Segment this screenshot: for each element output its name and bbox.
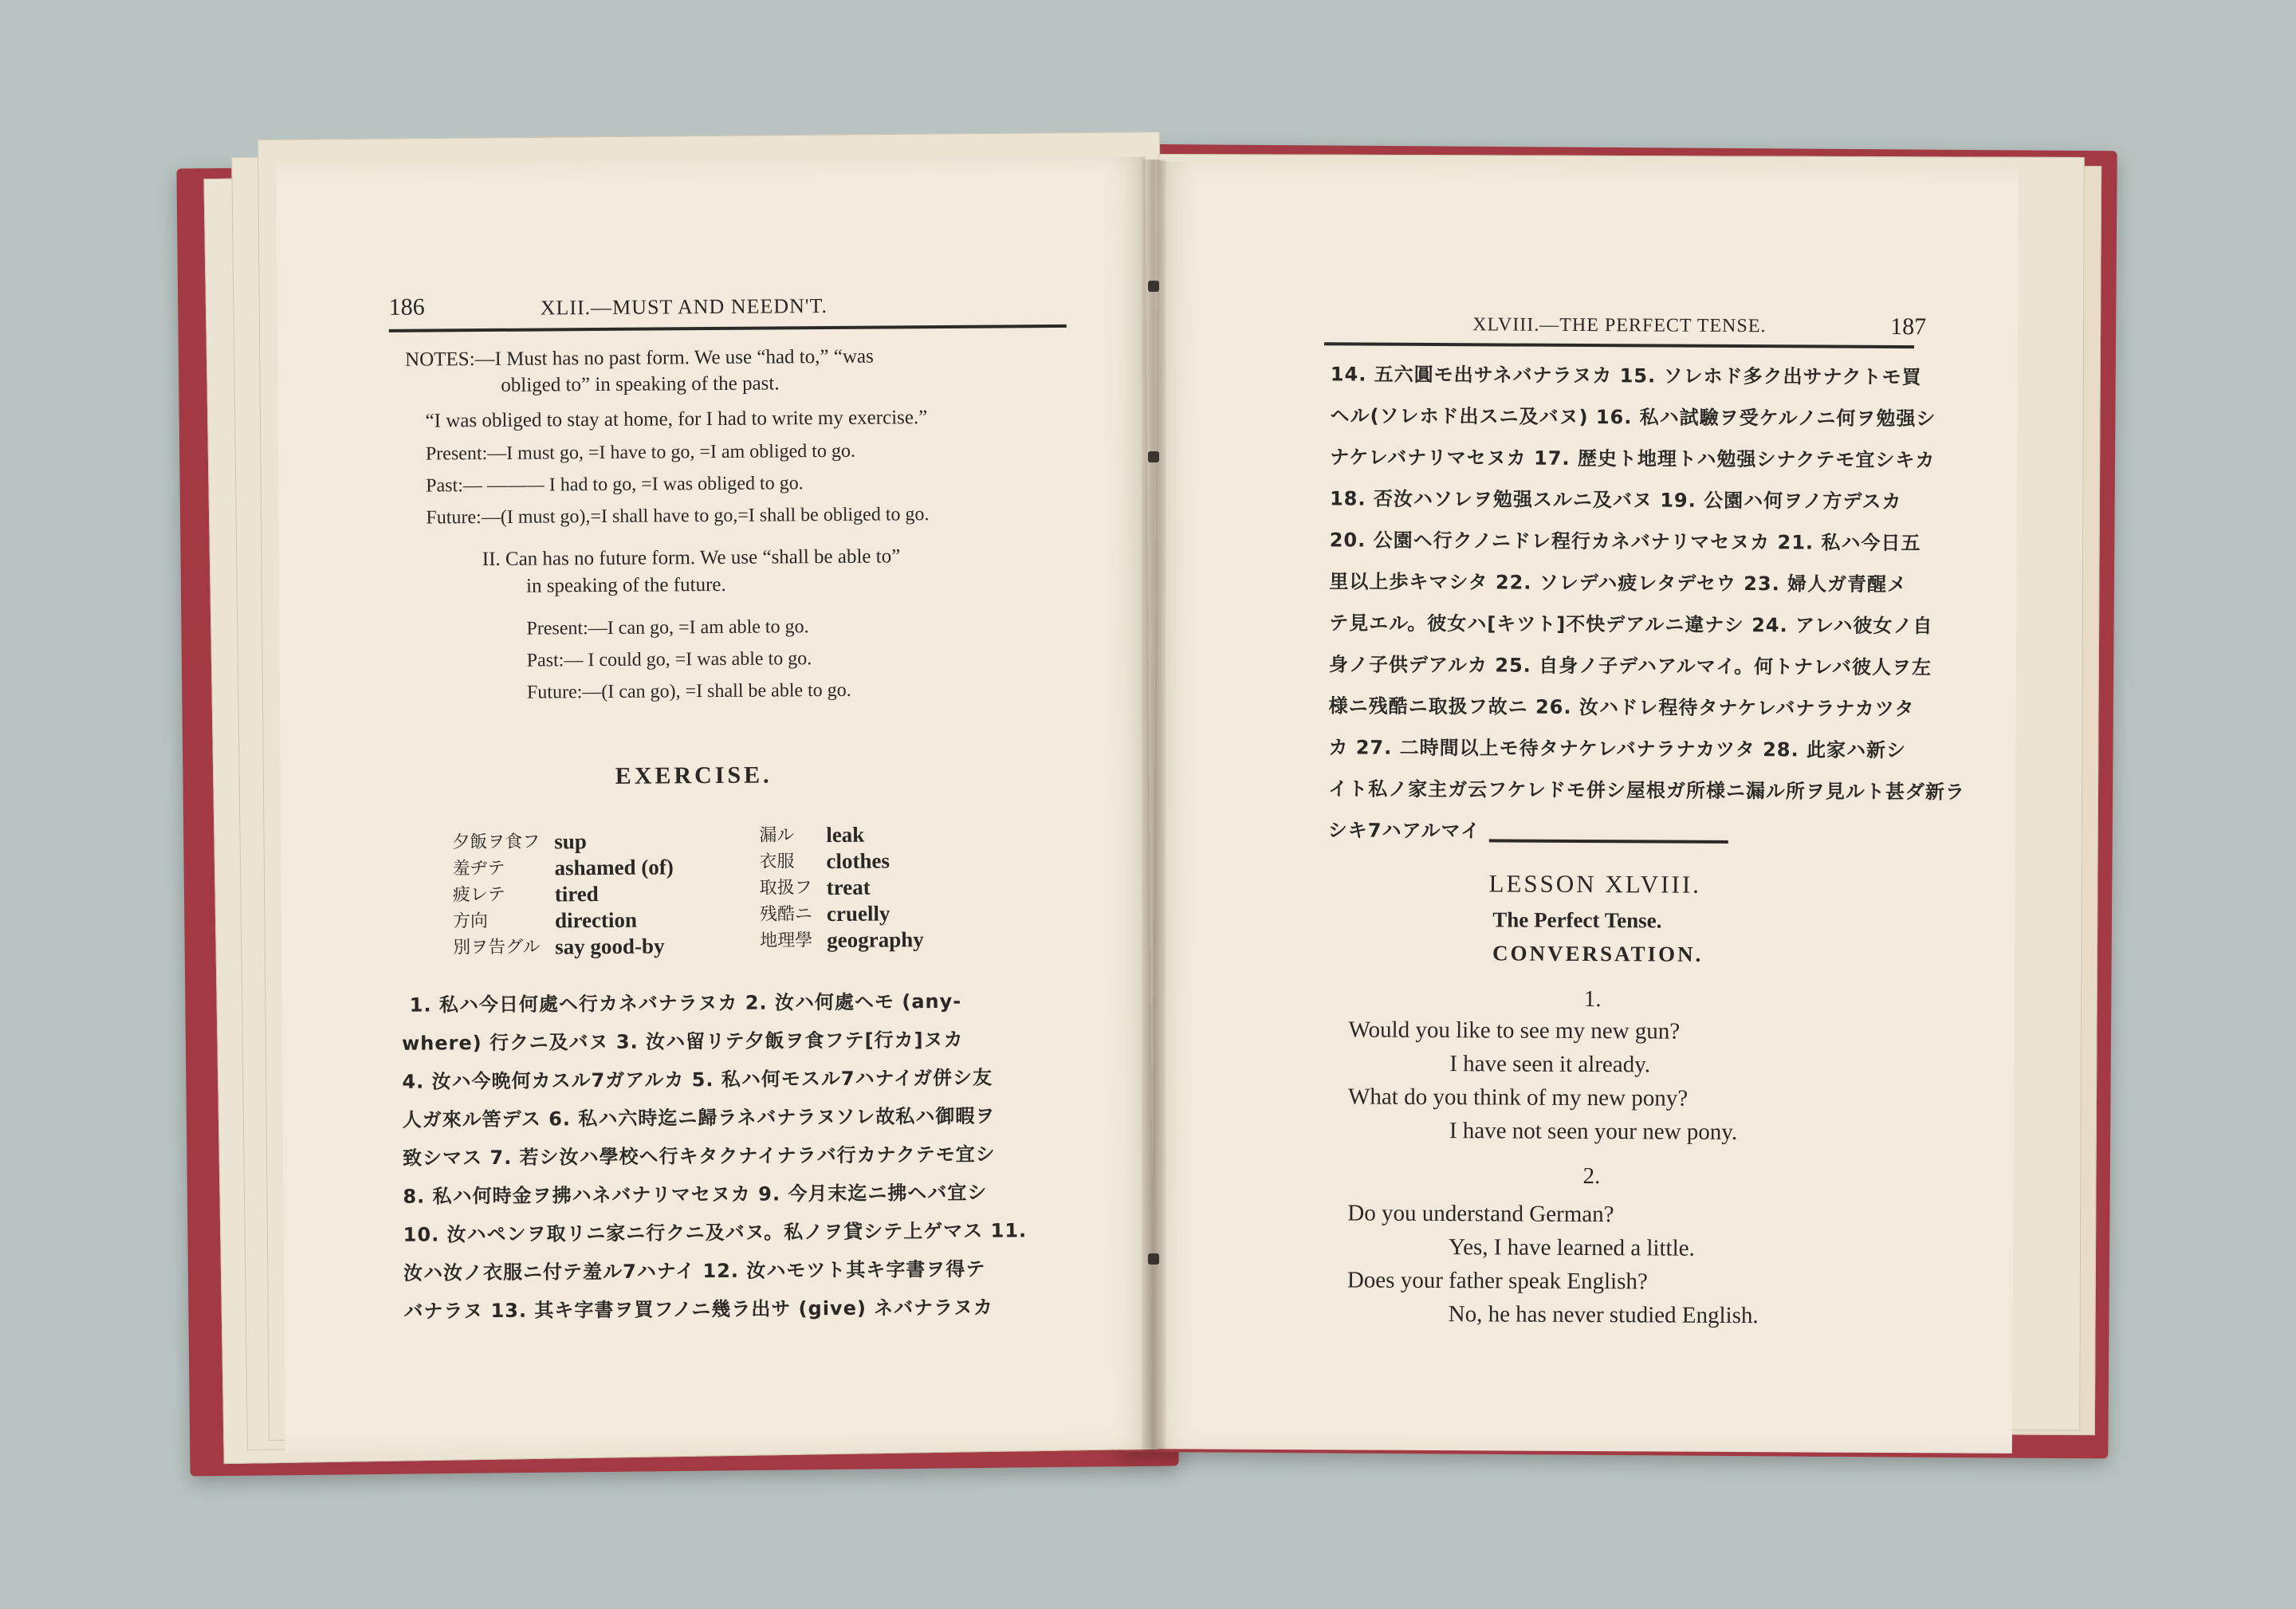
vocab-list-left bbox=[452, 828, 674, 961]
lesson-title: LESSON XLVIII. bbox=[1488, 869, 1702, 899]
notes-line: II. Can has no future form. We use “shall be able to” bbox=[482, 545, 901, 571]
exercise-line: 1. 私ハ今日何處ヘ行カネバナラヌカ 2. 汝ハ何處ヘモ (any- bbox=[409, 989, 962, 1017]
notes-future: Future:—(I must go),=I shall have to go,=I shall be obliged to go. bbox=[426, 504, 930, 529]
exercise-line: 14. 五六圓モ出サネバナラヌカ 15. ソレホド多ク出サナクトモ買 bbox=[1330, 363, 1922, 389]
can-present: Present:—I can go, =I am able to go. bbox=[526, 616, 809, 639]
notes-line: NOTES:—I Must has no past form. We use “had to,” “was bbox=[404, 345, 874, 371]
notes-line: obliged to” in speaking of the past. bbox=[501, 372, 780, 396]
exercise-line: ナケレバナリマセヌカ 17. 歴史ト地理トハ勉强シナクテモ宜シキカ bbox=[1330, 446, 1936, 472]
header-rule bbox=[389, 325, 1067, 332]
left-page bbox=[276, 156, 1154, 1454]
exercise-line: 18. 否汝ハソレヲ勉强スルニ及バヌ 19. 公園ハ何ヲノ方デスカ bbox=[1329, 487, 1902, 513]
running-head: XLII.—MUST AND NEEDN'T. bbox=[540, 294, 828, 320]
lesson-subtitle: The Perfect Tense. bbox=[1492, 907, 1662, 933]
vocab-row: 衣服 clothes bbox=[759, 848, 890, 874]
conversation-line: Does your father speak English? bbox=[1347, 1267, 1648, 1295]
exercise-line: 10. 汝ハペンヲ取リニ家ニ行クニ及バヌ。私ノヲ貸シテ上ゲマス 11. bbox=[403, 1219, 1028, 1246]
page-number: 186 bbox=[388, 293, 425, 321]
header-rule bbox=[1324, 342, 1914, 348]
vocab-row: 漏ル leak bbox=[759, 822, 865, 848]
vocab-list-right bbox=[759, 821, 924, 954]
section-number: 1. bbox=[1583, 985, 1602, 1013]
exercise-line: ヘル(ソレホド出スニ及バヌ) 16. 私ハ試驗ヲ受ケルノニ何ヲ勉强シ bbox=[1330, 404, 1936, 431]
exercise-line: バナラヌ 13. 其キ字書ヲ買フノニ幾ラ出サ (give) ネバナラヌカ bbox=[403, 1296, 993, 1323]
right-page bbox=[1151, 161, 2019, 1454]
notes-past: Past:— ——— I had to go, =I was obliged to go. bbox=[426, 473, 804, 497]
conversation-line: Yes, I have learned a little. bbox=[1449, 1234, 1695, 1261]
conversation-title: CONVERSATION. bbox=[1492, 941, 1704, 966]
can-past: Past:— I could go, =I was able to go. bbox=[526, 648, 812, 671]
conversation-line: Would you like to see my new gun? bbox=[1348, 1017, 1681, 1044]
notes-example: “I was obliged to stay at home, for I had to write my exercise.” bbox=[425, 407, 928, 432]
exercise-line: カ 27. 二時間以上モ待タナケレバナラナカツタ 28. 此家ハ新シ bbox=[1328, 736, 1907, 762]
conversation-line: What do you think of my new pony? bbox=[1348, 1084, 1689, 1111]
exercise-line: テ見エル。彼女ハ[キツト]不快デアルニ違ナシ 24. アレハ彼女ノ自 bbox=[1329, 612, 1933, 638]
notes-line: in speaking of the future. bbox=[525, 573, 726, 597]
conversation-line: No, he has never studied English. bbox=[1448, 1301, 1759, 1329]
exercise-line: 様ニ残酷ニ取扱フ故ニ 26. 汝ハドレ程待タナケレバナラナカツタ bbox=[1328, 694, 1915, 721]
conversation-line: I have not seen your new pony. bbox=[1449, 1118, 1738, 1146]
vocab-row: 方向 direction bbox=[452, 907, 638, 933]
vocab-row: 別ヲ告グル say good-by bbox=[453, 934, 665, 959]
vocab-row: 残酷ニ cruelly bbox=[759, 901, 890, 926]
exercise-line: 8. 私ハ何時金ヲ拂ハネバナリマセヌカ 9. 今月末迄ニ拂ヘバ宜シ bbox=[403, 1181, 988, 1208]
page-number: 187 bbox=[1890, 313, 1927, 340]
exercise-line: where) 行クニ及バヌ 3. 汝ハ留リテ夕飯ヲ食フテ[行カ]ヌカ bbox=[401, 1028, 964, 1055]
vocab-row: 取扱フ treat bbox=[759, 875, 871, 900]
vocab-row: 地理學 geography bbox=[760, 927, 924, 953]
exercise-line: 里以上歩キマシタ 22. ソレデハ疲レタデセウ 23. 婦人ガ青醒メ bbox=[1329, 570, 1908, 596]
running-head: XLVIII.—THE PERFECT TENSE. bbox=[1472, 314, 1767, 337]
can-future: Future:—(I can go), =I shall be able to go. bbox=[526, 679, 851, 703]
exercise-line: 4. 汝ハ今晩何カスル7ガアルカ 5. 私ハ何モスル7ハナイガ併シ友 bbox=[402, 1066, 993, 1093]
conversation-line: I have seen it already. bbox=[1449, 1051, 1651, 1078]
exercise-line: イト私ノ家主ガ云フケレドモ併シ屋根ガ所様ニ漏ル所ヲ見ルト甚ダ新ラ bbox=[1328, 777, 1965, 804]
vocab-row: 夕飯ヲ食フ sup bbox=[452, 829, 587, 854]
vocab-row: 疲レテ tired bbox=[452, 882, 599, 907]
vocab-row: 羞ヂテ ashamed (of) bbox=[452, 855, 674, 880]
exercise-title: EXERCISE. bbox=[615, 761, 773, 789]
conversation-line: Do you understand German? bbox=[1347, 1200, 1614, 1228]
exercise-line: シキ7ハアルマイ bbox=[1327, 819, 1481, 843]
binding-stitch bbox=[1148, 1253, 1159, 1265]
section-number: 2. bbox=[1582, 1162, 1601, 1190]
exercise-line: 20. 公園ヘ行クノニドレ程行カネバナリマセヌカ 21. 私ハ今日五 bbox=[1329, 529, 1921, 555]
binding-stitch bbox=[1148, 281, 1159, 292]
binding-stitch bbox=[1148, 451, 1159, 462]
exercise-line: 致シマス 7. 若シ汝ハ學校ヘ行キタクナイナラバ行カナクテモ宜シ bbox=[402, 1143, 996, 1170]
section-rule bbox=[1489, 839, 1728, 844]
notes-present: Present:—I must go, =I have to go, =I am obliged to go. bbox=[425, 440, 855, 465]
exercise-line: 人ガ來ル筈デス 6. 私ハ六時迄ニ歸ラネバナラヌソレ故私ハ御暇ヲ bbox=[402, 1104, 996, 1131]
exercise-line: 汝ハ汝ノ衣服ニ付テ羞ル7ハナイ 12. 汝ハモツト其キ字書ヲ得テ bbox=[403, 1257, 986, 1284]
exercise-line: 身ノ子供デアルカ 25. 自身ノ子デハアルマイ。何トナレバ彼人ヲ左 bbox=[1328, 653, 1932, 679]
